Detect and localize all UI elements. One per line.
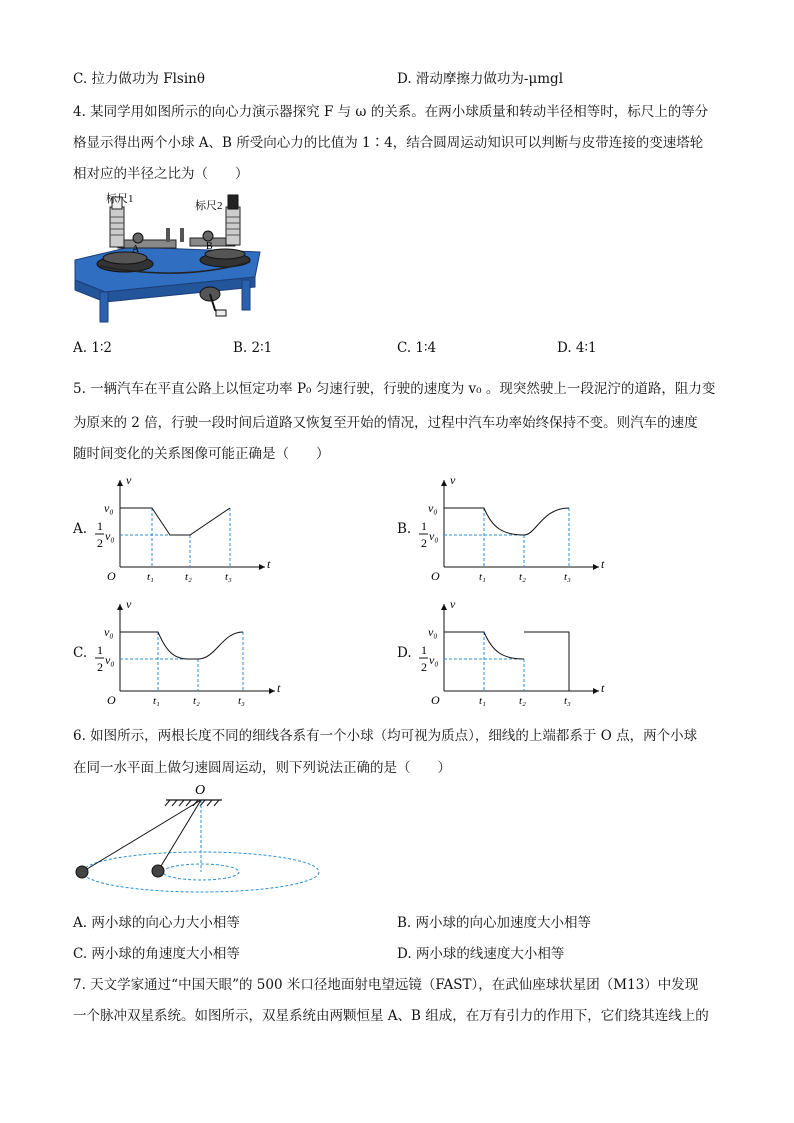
- q5-line-3: 随时间变化的关系图像可能正确是（ ）: [73, 446, 330, 462]
- t-axis-label: t: [601, 557, 605, 571]
- t3-label: t₃: [238, 695, 245, 707]
- v0-label: v₀: [428, 501, 438, 515]
- t2-label: t₂: [193, 695, 200, 707]
- q5-option-d-letter: D.: [397, 645, 412, 661]
- q5-graph-d: [414, 596, 609, 708]
- t3-label: t₃: [564, 695, 571, 707]
- t2-label: t₂: [519, 571, 526, 583]
- q5-graph-a: [90, 472, 275, 584]
- q5-option-b-letter: B.: [397, 521, 412, 537]
- half-numerator: 1: [421, 643, 427, 657]
- origin-label: O: [107, 693, 116, 707]
- t3-label: t₃: [225, 571, 232, 583]
- point-o-label: O: [195, 783, 206, 798]
- q5-line-1: 5. 一辆汽车在平直公路上以恒定功率 P₀ 匀速行驶，行驶的速度为 v₀ 。现突然驶上一段泥泞的道路，阻力变: [73, 381, 716, 397]
- v0-label: v₀: [104, 501, 114, 515]
- v-axis-label: v: [126, 473, 132, 487]
- q5-graph-c: [90, 596, 285, 708]
- half-numerator: 1: [421, 519, 427, 533]
- q6-option-c: C. 两小球的角速度大小相等: [73, 946, 240, 962]
- v0-label: v₀: [104, 625, 114, 639]
- t-axis-label: t: [601, 681, 605, 695]
- q5-line-2: 为原来的 2 倍，行驶一段时间后道路又恢复至开始的情况，过程中汽车功率始终保持不变。则汽车的速度: [73, 415, 698, 431]
- q4-option-a: A. 1∶2: [73, 340, 113, 356]
- centripetal-force-apparatus-figure: [70, 192, 265, 327]
- q4-line-1: 4. 某同学用如图所示的向心力演示器探究 F 与 ω 的关系。在两小球质量和转动半径相等时，标尺上的等分: [73, 104, 709, 120]
- half-numerator: 1: [97, 519, 103, 533]
- v-axis-label: v: [450, 597, 456, 611]
- ruler-2-label: 标尺2: [195, 200, 223, 212]
- v-axis-label: v: [126, 597, 132, 611]
- q7-line-2: 一个脉冲双星系统。如图所示，双星系统由两颗恒星 A、B 组成，在万有引力的作用下，它们绕其连线上的: [73, 1008, 709, 1024]
- t1-label: t₁: [153, 695, 160, 707]
- q6-option-b: B. 两小球的向心加速度大小相等: [397, 915, 592, 931]
- ball-a-label: A: [132, 244, 140, 255]
- q5-graph-b: [414, 472, 609, 584]
- q6-line-1: 6. 如图所示，两根长度不同的细线各系有一个小球（均可视为质点），细线的上端都系于 O 点，两个小球: [73, 728, 698, 744]
- origin-label: O: [431, 569, 440, 583]
- t-axis-label: t: [267, 557, 271, 571]
- t2-label: t₂: [519, 695, 526, 707]
- t2-label: t₂: [185, 571, 192, 583]
- ball-b-label: B: [206, 241, 213, 252]
- q4-option-d: D. 4∶1: [557, 340, 597, 356]
- v-axis-label: v: [450, 473, 456, 487]
- half-v0-label: v₀: [105, 529, 115, 543]
- q6-conical-pendulum-figure: [70, 780, 325, 898]
- q5-option-a-letter: A.: [73, 521, 88, 537]
- t-axis-label: t: [277, 681, 281, 695]
- half-denominator: 2: [421, 536, 427, 550]
- q5-option-c-letter: C.: [73, 645, 88, 661]
- q3-option-d: D. 滑动摩擦力做功为-μmgl: [397, 71, 564, 87]
- t1-label: t₁: [147, 571, 154, 583]
- ruler-1-label: 标尺1: [106, 193, 134, 205]
- q3-option-c: C. 拉力做功为 Flsinθ: [73, 71, 205, 87]
- q4-option-c: C. 1∶4: [397, 340, 437, 356]
- q4-option-b: B. 2∶1: [233, 340, 273, 356]
- t1-label: t₁: [479, 695, 486, 707]
- q6-option-a: A. 两小球的向心力大小相等: [73, 915, 240, 931]
- t1-label: t₁: [479, 571, 486, 583]
- half-v0-label: v₀: [105, 653, 115, 667]
- t3-label: t₃: [564, 571, 571, 583]
- q7-line-1: 7. 天文学家通过“中国天眼”的 500 米口径地面射电望远镜（FAST），在武仙座球状星团（M13）中发现: [73, 977, 699, 993]
- half-numerator: 1: [97, 643, 103, 657]
- half-denominator: 2: [97, 536, 103, 550]
- half-v0-label: v₀: [429, 653, 439, 667]
- half-v0-label: v₀: [429, 529, 439, 543]
- half-denominator: 2: [421, 660, 427, 674]
- q4-line-2: 格显示得出两个小球 A、B 所受向心力的比值为 1∶4，结合圆周运动知识可以判断与皮带连接的变速塔轮: [73, 135, 704, 151]
- q6-line-2: 在同一水平面上做匀速圆周运动，则下列说法正确的是（ ）: [73, 760, 451, 776]
- half-denominator: 2: [97, 660, 103, 674]
- origin-label: O: [431, 693, 440, 707]
- v0-label: v₀: [428, 625, 438, 639]
- origin-label: O: [107, 569, 116, 583]
- q6-option-d: D. 两小球的线速度大小相等: [397, 946, 565, 962]
- q4-line-3: 相对应的半径之比为（ ）: [73, 166, 249, 182]
